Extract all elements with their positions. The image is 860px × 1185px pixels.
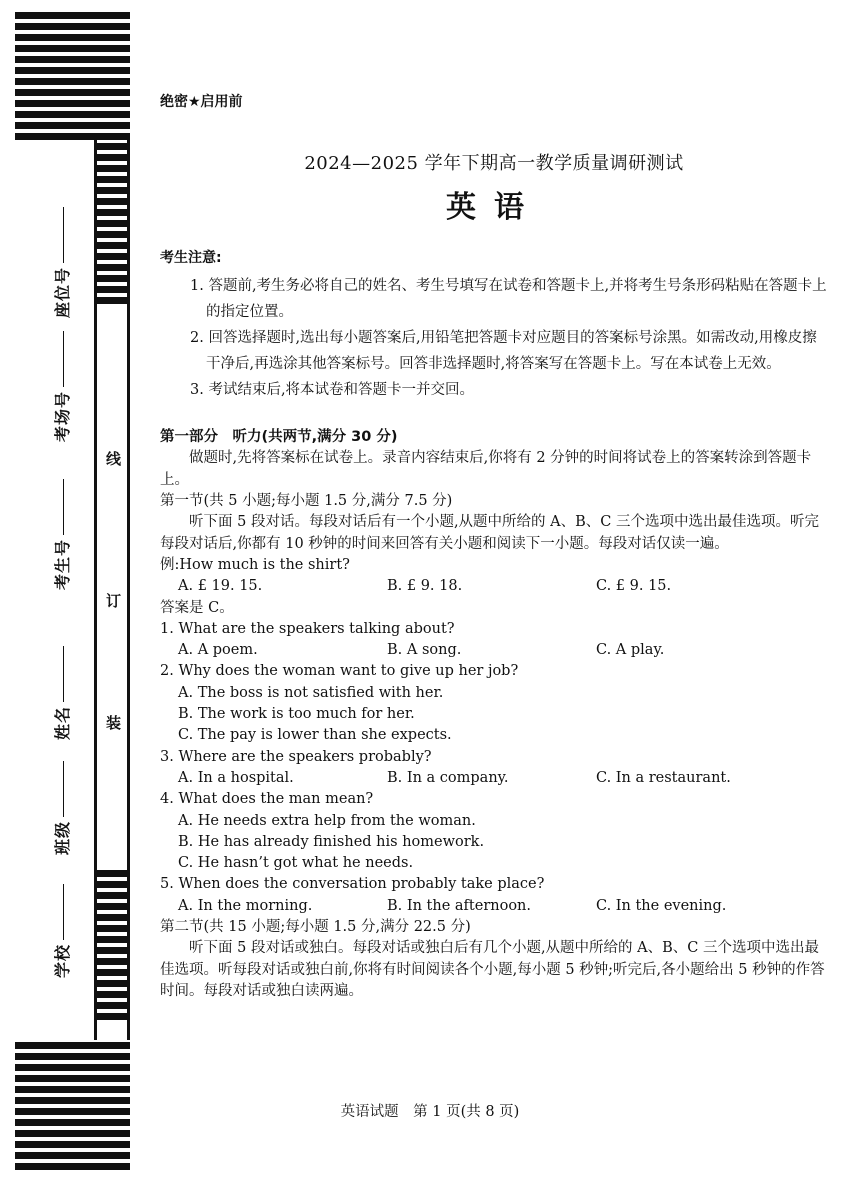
- binding-stripe: [94, 892, 130, 899]
- binding-stripe: [15, 133, 130, 140]
- option-c: C. In a restaurant.: [596, 769, 731, 786]
- page-footer: 英语试题 第 1 页(共 8 页): [340, 1104, 520, 1120]
- section1-heading: 第一节(共 5 小题;每小题 1.5 分,满分 7.5 分): [160, 493, 453, 510]
- binding-char-bind: 装: [106, 714, 122, 732]
- notice-heading: 考生注意:: [160, 249, 222, 266]
- binding-stripe: [94, 980, 130, 987]
- name-label: 姓名: [50, 646, 73, 740]
- option-a: A. In a hospital.: [178, 769, 294, 786]
- binding-stripe: [94, 958, 130, 965]
- binding-stripe: [15, 100, 130, 107]
- example-options: [160, 576, 828, 597]
- binding-stripe: [15, 78, 130, 85]
- example-question: 例:How much is the shirt?: [160, 556, 350, 573]
- exam-title: 2024—2025 学年下期高一教学质量调研测试: [304, 153, 684, 175]
- binding-stripe: [15, 1075, 130, 1082]
- option-b: B. A song.: [387, 642, 462, 659]
- section2-heading: 第二节(共 15 小题;每小题 1.5 分,满分 22.5 分): [160, 919, 471, 936]
- class-label: 班级: [50, 761, 73, 855]
- option-c: C. £ 9. 15.: [596, 578, 672, 595]
- binding-stripe: [94, 187, 130, 194]
- binding-stripe: [94, 969, 130, 976]
- notice-list: [160, 273, 828, 403]
- example-answer: 答案是 C。: [160, 599, 234, 616]
- part1-heading: 第一部分 听力(共两节,满分 30 分): [160, 429, 398, 446]
- question-4: 4. What does the man mean?: [160, 791, 374, 808]
- binding-stripe: [94, 286, 130, 293]
- binding-stripe: [15, 111, 130, 118]
- binding-stripe: [94, 143, 130, 150]
- binding-stripe: [15, 12, 130, 19]
- section2-intro: 听下面 5 段对话或独白。每段对话或独白后有几个小题,从题中所给的 A、B、C 三个选项中选出最佳选项。听每段对话或独白前,你将有时间阅读各个小题,每小题 5 秒钟;听完后,各小题给出 5 秒钟的作答时间。每段对话或独白读两遍。: [160, 940, 825, 999]
- question-3-options: [160, 768, 828, 789]
- binding-stripe: [94, 1002, 130, 1009]
- binding-stripe: [94, 231, 130, 238]
- binding-stripe: [15, 1042, 130, 1049]
- question-1-options: [160, 640, 828, 661]
- binding-stripe: [94, 947, 130, 954]
- notice-item: 2. 回答选择题时,选出每小题答案后,用铅笔把答题卡对应题目的答案标号涂黑。如需改动,用橡皮擦干净后,再选涂其他答案标号。回答非选择题时,将答案写在答题卡上。写在本试卷上无效。: [190, 330, 817, 373]
- option-c: C. A play.: [596, 642, 665, 659]
- binding-stripe: [15, 1141, 130, 1148]
- binding-stripe: [94, 991, 130, 998]
- student-number-label: 考生号: [50, 479, 73, 590]
- binding-stripe: [94, 275, 130, 282]
- binding-stripe: [15, 67, 130, 74]
- binding-stripe: [15, 56, 130, 63]
- binding-stripe: [94, 914, 130, 921]
- confidential-mark: 绝密★启用前: [160, 94, 243, 110]
- option-c: C. He hasn’t got what he needs.: [178, 855, 414, 872]
- option-a: A. £ 19. 15.: [178, 578, 263, 595]
- option-c: C. The pay is lower than she expects.: [178, 727, 452, 744]
- option-a: A. In the morning.: [178, 897, 313, 914]
- binding-stripe: [94, 176, 130, 183]
- binding-stripe: [15, 45, 130, 52]
- binding-stripe: [15, 34, 130, 41]
- option-b: B. In the afternoon.: [387, 897, 532, 914]
- option-c: C. In the evening.: [596, 897, 727, 914]
- binding-stripe: [94, 903, 130, 910]
- binding-stripe: [15, 1163, 130, 1170]
- binding-stripe: [15, 1053, 130, 1060]
- binding-stripe: [15, 1086, 130, 1093]
- option-b: B. The work is too much for her.: [178, 706, 415, 723]
- option-a: A. A poem.: [178, 642, 258, 659]
- seat-number-label: 座位号: [50, 207, 73, 318]
- question-5: 5. When does the conversation probably take place?: [160, 876, 545, 893]
- binding-stripe: [94, 264, 130, 271]
- binding-stripe: [15, 1064, 130, 1071]
- binding-stripe: [94, 936, 130, 943]
- binding-stripe: [94, 220, 130, 227]
- option-a: A. The boss is not satisfied with her.: [178, 684, 444, 701]
- part1-intro: 做题时,先将答案标在试卷上。录音内容结束后,你将有 2 分钟的时间将试卷上的答案转涂到答题卡上。: [160, 450, 812, 488]
- question-2: 2. Why does the woman want to give up her job?: [160, 663, 519, 680]
- binding-stripe: [94, 242, 130, 249]
- school-label: 学校: [50, 884, 73, 978]
- binding-char-line: 线: [106, 450, 122, 468]
- question-3: 3. Where are the speakers probably?: [160, 748, 432, 765]
- binding-line-left: [94, 140, 97, 1040]
- option-b: B. In a company.: [387, 769, 509, 786]
- subject-title: 英语: [446, 189, 542, 225]
- binding-stripe: [15, 122, 130, 129]
- binding-stripe: [94, 165, 130, 172]
- binding-stripe: [94, 154, 130, 161]
- option-a: A. He needs extra help from the woman.: [178, 812, 476, 829]
- exam-room-label: 考场号: [50, 331, 73, 442]
- notice-item: 1. 答题前,考生务必将自己的姓名、考生号填写在试卷和答题卡上,并将考生号条形码粘贴在答题卡上的指定位置。: [190, 278, 827, 321]
- binding-stripe: [94, 881, 130, 888]
- question-1: 1. What are the speakers talking about?: [160, 620, 455, 637]
- binding-line-right: [127, 140, 130, 1040]
- binding-stripe: [15, 1130, 130, 1137]
- section1-intro: 听下面 5 段对话。每段对话后有一个小题,从题中所给的 A、B、C 三个选项中选出最佳选项。听完每段对话后,你都有 10 秒钟的时间来回答有关小题和阅读下一小题。每段对话仅读一遍。: [160, 514, 819, 552]
- binding-stripe: [94, 1013, 130, 1020]
- option-b: B. £ 9. 18.: [387, 578, 463, 595]
- question-5-options: [160, 896, 828, 917]
- binding-stripe: [15, 23, 130, 30]
- binding-stripe: [94, 870, 130, 877]
- binding-stripe: [94, 253, 130, 260]
- binding-stripe: [94, 198, 130, 205]
- binding-stripe: [94, 209, 130, 216]
- page-content: [160, 88, 828, 1002]
- binding-stripe: [15, 1152, 130, 1159]
- binding-stripe: [94, 925, 130, 932]
- binding-char-staple: 订: [106, 592, 122, 610]
- notice-item: 3. 考试结束后,将本试卷和答题卡一并交回。: [190, 382, 475, 399]
- binding-stripe: [94, 297, 130, 304]
- binding-stripe: [15, 89, 130, 96]
- option-b: B. He has already finished his homework.: [178, 833, 485, 850]
